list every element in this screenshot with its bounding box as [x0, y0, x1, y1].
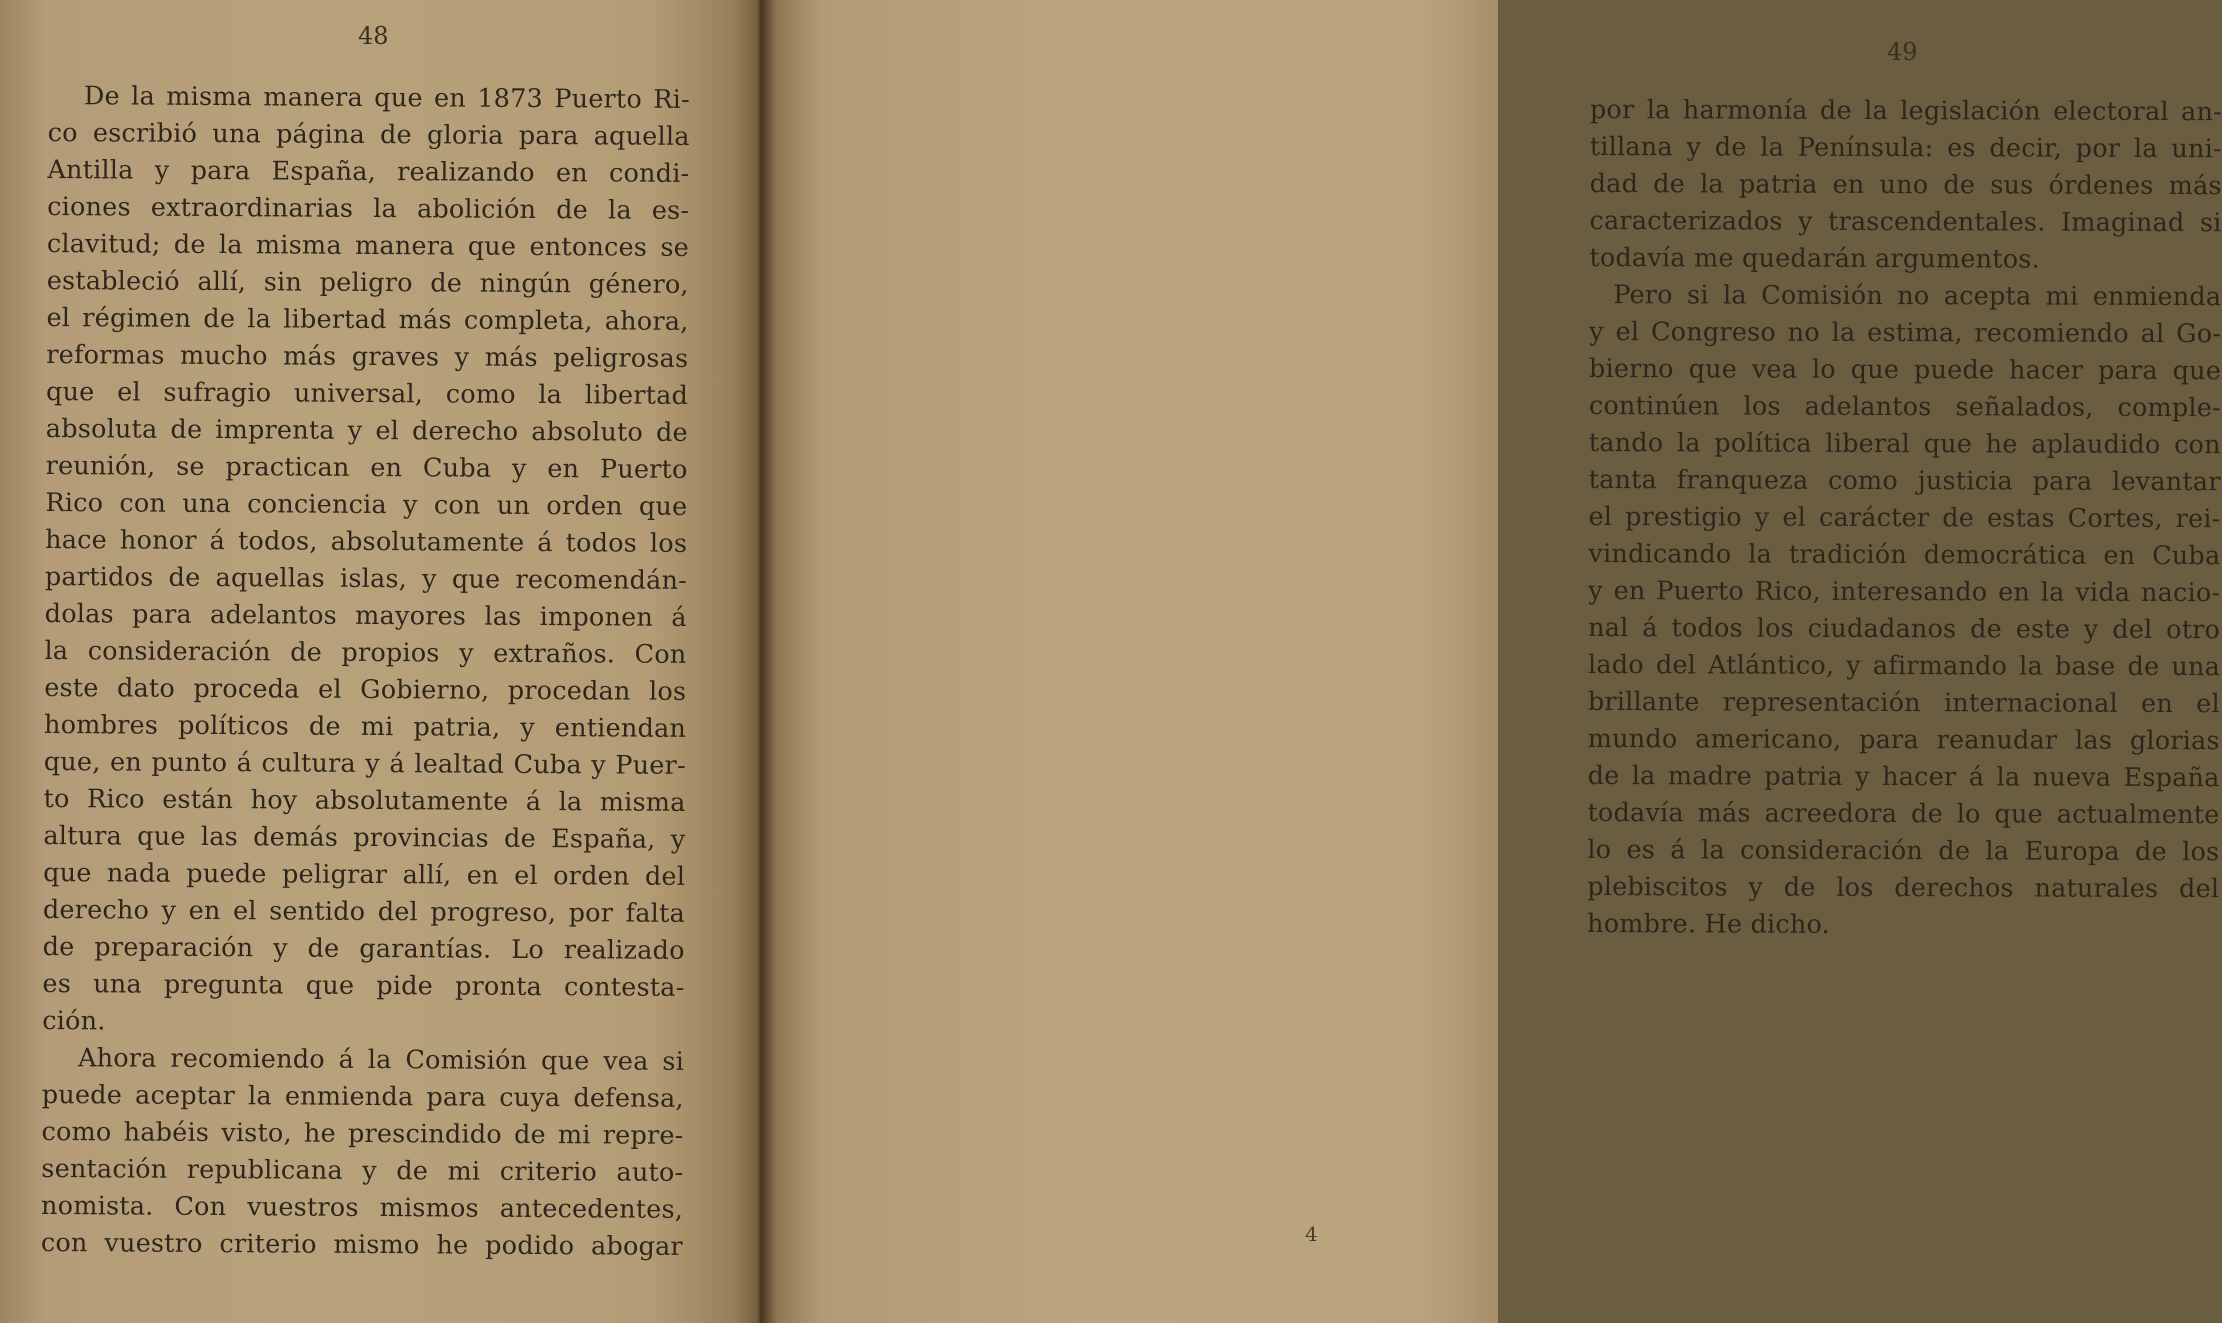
paragraph	[1589, 92, 2222, 279]
text-line: vindicando la tradición democrática en Cuba	[1588, 538, 2221, 572]
left-page	[0, 0, 762, 1323]
text-line: Pero si la Comisión no acepta mi enmienda	[1613, 280, 2222, 313]
text-line: ciones extraordinarias la abolición de la es-	[47, 191, 690, 226]
text-line: estableció allí, sin peligro de ningún género,	[46, 265, 689, 300]
text-line: caracterizados y trascendentales. Imaginad si	[1589, 205, 2222, 239]
left-page-text	[41, 78, 690, 1266]
text-line: reformas mucho más graves y más peligrosas	[46, 339, 689, 374]
paragraph	[42, 78, 690, 1044]
text-line: lo es á la consideración de la Europa de los	[1587, 834, 2220, 868]
text-line: y en Puerto Rico, interesando en la vida nacio-	[1588, 575, 2221, 609]
text-line: absoluta de imprenta y el derecho absoluto de	[45, 413, 688, 448]
text-line: mundo americano, para reanudar las glorias	[1587, 723, 2220, 757]
text-line: tanta franqueza como justicia para levantar	[1588, 464, 2221, 498]
text-line: Rico con una conciencia y con un orden que	[45, 487, 688, 522]
text-line: dolas para adelantos mayores las imponen á	[44, 598, 687, 633]
text-line: tando la política liberal que he aplaudido con	[1588, 427, 2221, 461]
text-line: puede aceptar la enmienda para cuya defensa,	[41, 1079, 684, 1114]
text-line: ción.	[42, 1005, 106, 1037]
text-line: to Rico están hoy absolutamente á la misma	[43, 783, 686, 818]
text-line: tillana y de la Península: es decir, por la uni-	[1589, 131, 2222, 165]
text-line: continúen los adelantos señalados, comple-	[1588, 390, 2221, 424]
text-line: que el sufragio universal, como la libertad	[45, 376, 689, 411]
text-line: por la harmonía de la legislación electoral an-	[1589, 94, 2222, 128]
text-line: con vuestro criterio mismo he podido abogar	[40, 1227, 683, 1262]
text-line: lado del Atlántico, y afirmando la base de una	[1587, 649, 2221, 683]
text-line: el régimen de la libertad más completa, ahora,	[46, 302, 689, 337]
text-line: bierno que vea lo que puede hacer para que	[1588, 353, 2222, 387]
text-line: de preparación y de garantías. Lo realizado	[42, 931, 685, 966]
text-line: hombres políticos de mi patria, y entiendan	[43, 709, 687, 744]
text-line: dad de la patria en uno de sus órdenes más	[1589, 168, 2222, 202]
text-line: Antilla y para España, realizando en condi-	[47, 154, 690, 189]
text-line: De la misma manera que en 1873 Puerto Ri-	[83, 81, 690, 115]
text-line: hace honor á todos, absolutamente á todos los	[45, 524, 688, 559]
text-line: la consideración de propios y extraños. Con	[44, 635, 687, 670]
text-line: altura que las demás provincias de España, y	[43, 820, 686, 855]
text-line: hombre. He dicho.	[1587, 908, 1830, 940]
text-line: el prestigio y el carácter de estas Cortes, rei-	[1588, 501, 2221, 535]
text-line: sentación republicana y de mi criterio auto-	[41, 1153, 684, 1188]
text-line: brillante representación internacional en el	[1587, 686, 2220, 720]
text-line: es una pregunta que pide pronta contesta-	[42, 968, 685, 1003]
signature-mark: 4	[1305, 1222, 1318, 1246]
text-line: de la madre patria y hacer á la nueva España	[1587, 760, 2220, 794]
page-number-right: 49	[1887, 38, 1918, 66]
text-line: clavitud; de la misma manera que entonces se	[46, 228, 690, 263]
text-line: que, en punto á cultura y á lealtad Cuba y Puer-	[43, 746, 686, 781]
text-line: plebiscitos y de los derechos naturales del	[1587, 871, 2220, 905]
right-page	[762, 0, 2222, 1323]
text-line: todavía me quedarán argumentos.	[1589, 242, 2040, 275]
text-line: nal á todos los ciudadanos de este y del otro	[1588, 612, 2221, 646]
paragraph	[1587, 277, 2221, 945]
text-line: reunión, se practican en Cuba y en Puerto	[45, 450, 688, 485]
text-line: Ahora recomiendo á la Comisión que vea si	[77, 1043, 685, 1077]
text-line: todavía más acreedora de lo que actualmente	[1587, 797, 2220, 831]
text-line: este dato proceda el Gobierno, procedan los	[44, 672, 687, 707]
text-line: co escribió una página de gloria para aquella	[47, 117, 690, 152]
text-line: como habéis visto, he prescindido de mi repre-	[41, 1116, 684, 1151]
text-line: que nada puede peligrar allí, en el orden del	[43, 857, 686, 892]
text-line: derecho y en el sentido del progreso, por falta	[42, 894, 685, 929]
right-page-text	[1587, 92, 2222, 945]
text-line: y el Congreso no la estima, recomiendo al Go-	[1589, 316, 2222, 350]
paragraph	[41, 1040, 684, 1266]
page-number-left: 48	[358, 22, 389, 50]
text-line: partidos de aquellas islas, y que recomendán-	[44, 561, 688, 596]
text-line: nomista. Con vuestros mismos antecedentes,	[41, 1190, 684, 1225]
